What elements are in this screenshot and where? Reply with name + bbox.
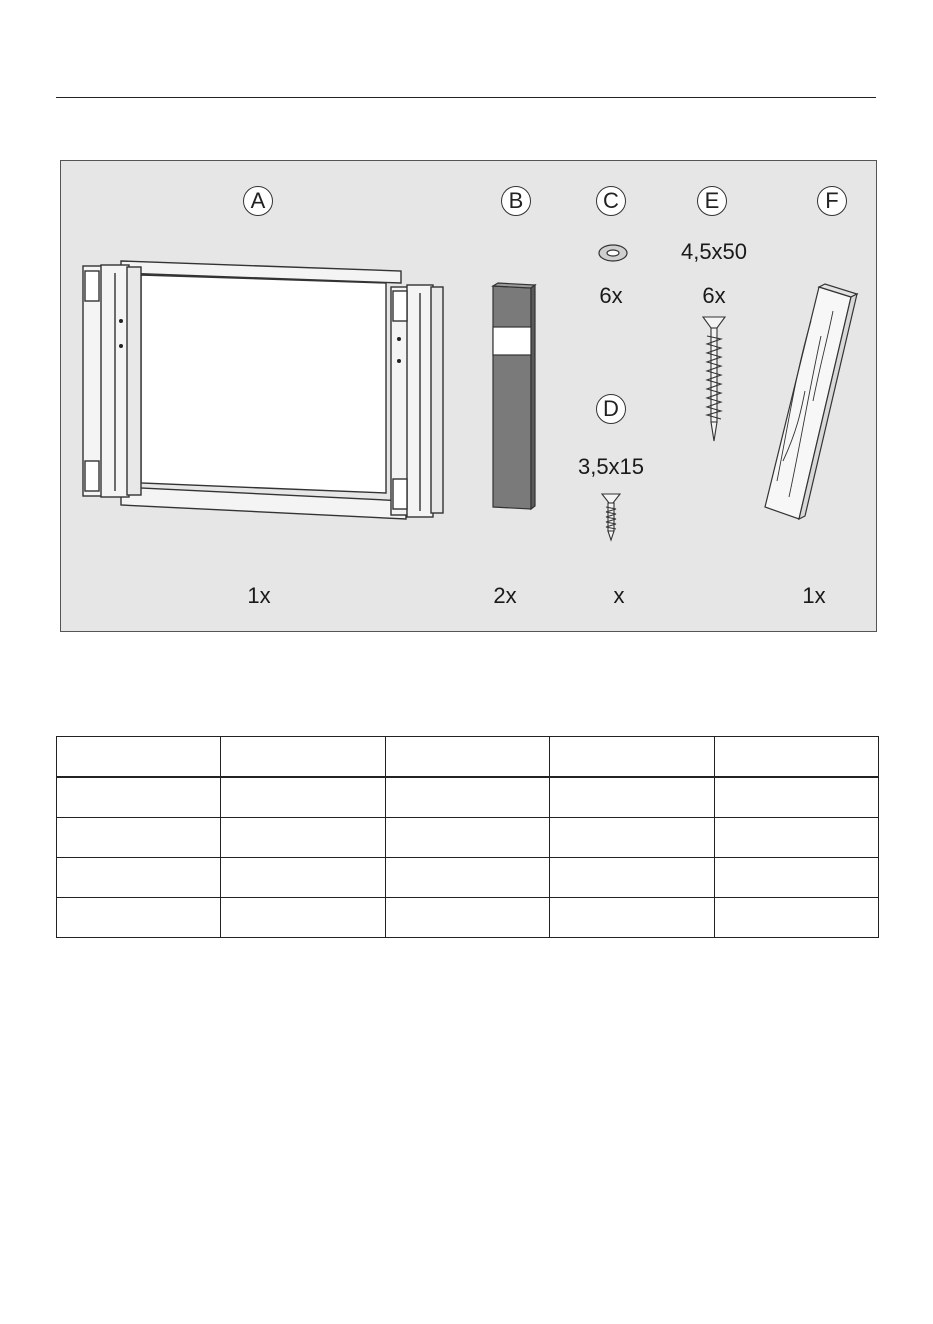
- part-label-d: D: [596, 394, 626, 424]
- part-a-quantity: 1x: [247, 583, 271, 608]
- table-cell: [714, 777, 878, 818]
- table-cell: [221, 777, 385, 818]
- table-cell: [221, 737, 385, 778]
- table-cell: [385, 737, 549, 778]
- part-b-strip-drawing: [493, 283, 535, 509]
- table-cell: [385, 818, 549, 858]
- table-row: [57, 818, 879, 858]
- table-cell: [714, 898, 878, 938]
- table-cell: [57, 818, 221, 858]
- part-f-quantity: 1x: [802, 583, 826, 608]
- table-row: [57, 858, 879, 898]
- part-e-size: 4,5x50: [680, 239, 748, 264]
- part-c-washer-drawing: [599, 245, 627, 261]
- table-header-row: [57, 737, 879, 778]
- top-rule: [56, 97, 876, 98]
- part-d-screw-drawing: [602, 494, 620, 540]
- part-label-f: F: [817, 186, 847, 216]
- part-e-screw-drawing: [703, 317, 725, 441]
- table-cell: [221, 858, 385, 898]
- table-cell: [57, 777, 221, 818]
- table-row: [57, 777, 879, 818]
- part-c-quantity: 6x: [599, 283, 623, 308]
- table-cell: [550, 858, 714, 898]
- table-cell: [714, 858, 878, 898]
- part-label-a: A: [243, 186, 273, 216]
- part-f-wood-block-drawing: [765, 284, 857, 519]
- table-cell: [714, 818, 878, 858]
- part-label-c: C: [596, 186, 626, 216]
- table-cell: [714, 737, 878, 778]
- table-cell: [550, 777, 714, 818]
- part-d-quantity: x: [613, 583, 625, 608]
- table-cell: [385, 777, 549, 818]
- part-label-b: B: [501, 186, 531, 216]
- table-cell: [550, 737, 714, 778]
- table-cell: [550, 818, 714, 858]
- table-cell: [57, 737, 221, 778]
- table-cell: [57, 858, 221, 898]
- part-b-quantity: 2x: [493, 583, 517, 608]
- table-row: [57, 898, 879, 938]
- table-cell: [550, 898, 714, 938]
- part-a-frame-drawing: [83, 261, 443, 519]
- table-cell: [385, 858, 549, 898]
- table-cell: [57, 898, 221, 938]
- parts-drawing: [61, 161, 878, 633]
- table-cell: [221, 898, 385, 938]
- table-cell: [385, 898, 549, 938]
- parts-illustration-panel: [60, 160, 877, 632]
- part-d-size: 3,5x15: [577, 454, 645, 479]
- part-e-quantity: 6x: [702, 283, 726, 308]
- part-label-e: E: [697, 186, 727, 216]
- table-cell: [221, 818, 385, 858]
- parts-table: [56, 736, 879, 938]
